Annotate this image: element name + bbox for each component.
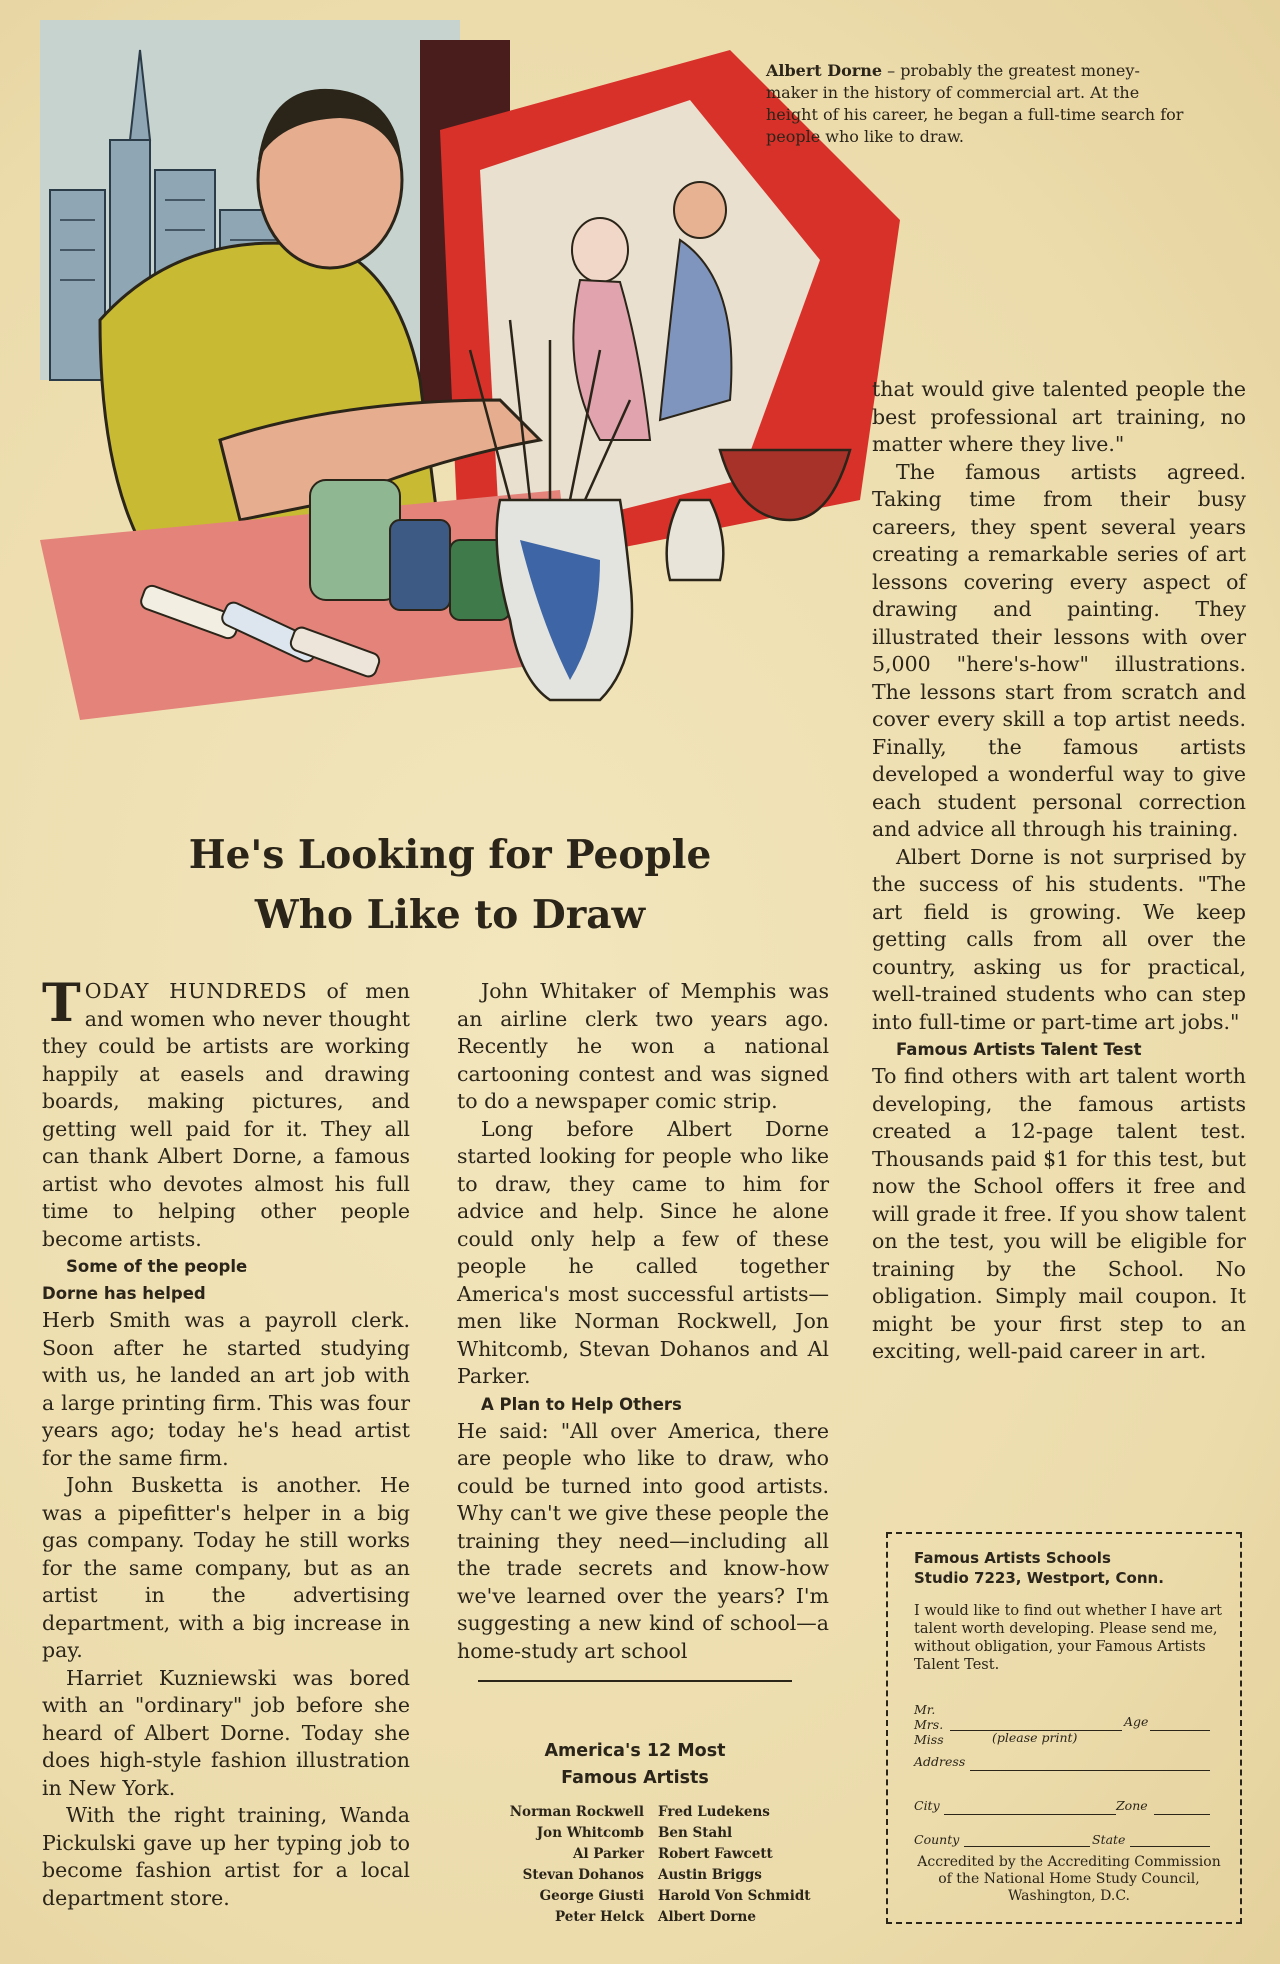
illustration-caption xyxy=(766,60,1186,148)
column-1-paragraph-3: John Busketta is another. He was a pipefitter's helper in a big gas company. Today he still works for the same company, but as an artist in the advertising department, with a big increase in pay. xyxy=(42,1473,410,1662)
label-county: County xyxy=(914,1832,960,1847)
artist-name: Fred Ludekens xyxy=(658,1804,770,1820)
caption-text: – probably the greatest money-maker in the history of commercial art. At the height of his career, he began a full-time search for people who like to draw. xyxy=(766,61,1184,146)
state-field-line[interactable] xyxy=(1130,1846,1210,1847)
drop-cap: T xyxy=(42,973,81,1034)
artist-name: Peter Helck xyxy=(554,1909,644,1925)
county-field-line[interactable] xyxy=(964,1846,1090,1847)
artist-name: Al Parker xyxy=(572,1846,644,1862)
city-field-line[interactable] xyxy=(944,1814,1116,1815)
artists-row xyxy=(448,1844,848,1865)
coupon-title-line-1: Famous Artists Schools xyxy=(914,1549,1111,1567)
column-3-paragraph-4: To find others with art talent worth developing, the famous artists created a 12-page talent test. Thousands paid $1 for this test, but now the School offers it free and will grade it free. If you show talent on the test, you will be eligible for training by the School. No obligation. Simply mail coupon. It might be your first step to an exciting, well-paid career in art. xyxy=(872,1064,1246,1363)
artists-row xyxy=(448,1886,848,1907)
artist-name: Ben Stahl xyxy=(658,1825,733,1841)
age-field-line[interactable] xyxy=(1150,1730,1210,1731)
coupon-title xyxy=(914,1548,1224,1588)
column-3-paragraph-3: Albert Dorne is not surprised by the success of his students. "The art field is growing. We keep getting calls from all over the country, asking us for practical, well-trained students who can step into full-time or part-time art jobs." xyxy=(872,844,1246,1034)
coupon-title-line-2: Studio 7223, Westport, Conn. xyxy=(914,1569,1164,1587)
artist-name: George Giusti xyxy=(539,1888,644,1904)
column-3-paragraph-2: The famous artists agreed. Taking time from their busy careers, they spent several years creating a remarkable series of art lessons covering every aspect of drawing and painting. They illustrated their lessons with over 5,000 "here's-how" illustrations. The lessons start from scratch and cover every skill a top artist needs. Finally, the famous artists developed a wonderful way to give each student personal correction and advice all through his training. xyxy=(872,459,1246,841)
label-age: Age xyxy=(1124,1714,1149,1729)
subheading-talent-test: Famous Artists Talent Test xyxy=(896,1040,1142,1059)
artist-name: Albert Dorne xyxy=(658,1909,756,1925)
address-field-line[interactable] xyxy=(970,1770,1210,1771)
column-1-paragraph-1-text: of men and women who never thought they could be artists are working happily at easels and drawing boards, making pictures, and getting well paid for it. They all can thank Albert Dorne, a famous artist who devotes almost his full time to helping other people become artists. xyxy=(42,979,410,1251)
artists-list xyxy=(448,1802,848,1928)
label-mr: Mr. xyxy=(914,1702,936,1717)
headline-line-2: Who Like to Draw xyxy=(254,892,646,938)
artists-row xyxy=(448,1907,848,1928)
column-1-paragraph-4: Harriet Kuzniewski was bored with an "ordinary" job before she heard of Albert Dorne. Today she does high-style fashion illustration in New York. xyxy=(42,1665,410,1800)
artist-name: Austin Briggs xyxy=(658,1867,762,1883)
label-address: Address xyxy=(914,1754,966,1769)
article-column-1 xyxy=(42,973,410,1912)
artists-box-title xyxy=(478,1738,792,1792)
subheading-line-2: Dorne has helped xyxy=(42,1284,206,1303)
artists-row xyxy=(448,1865,848,1886)
artist-name: Stevan Dohanos xyxy=(522,1867,644,1883)
subheading-people-helped xyxy=(42,1253,410,1307)
divider-rule xyxy=(478,1680,792,1682)
artists-title-line-2: Famous Artists xyxy=(561,1768,709,1788)
caption-name: Albert Dorne xyxy=(766,61,883,80)
label-please-print: (please print) xyxy=(992,1730,1078,1745)
accreditation-note: Accredited by the Accrediting Commission of the National Home Study Council, Washington, D.C. xyxy=(917,1854,1221,1904)
column-2-paragraph-3: He said: "All over America, there are people who like to draw, who could be turned into good artists. Why can't we give these people the training they need—including all the trade secrets and know-how we've learned over the years? I'm suggesting a new kind of school—a home-study art school xyxy=(457,1418,829,1663)
column-1-paragraph-1 xyxy=(42,973,410,1253)
mail-coupon[interactable] xyxy=(886,1532,1242,1924)
column-2-paragraph-1: John Whitaker of Memphis was an airline clerk two years ago. Recently he won a national cartooning contest and was signed to do a newspaper comic strip. xyxy=(457,979,829,1113)
subheading-line-1: Some of the people xyxy=(66,1257,248,1276)
column-3-paragraph-1: that would give talented people the best professional art training, no matter where they live." xyxy=(872,377,1246,456)
label-city: City xyxy=(914,1798,940,1813)
coupon-body: I would like to find out whether I have art talent worth developing. Please send me, without obligation, your Famous Artists Talent Test. xyxy=(914,1603,1222,1673)
label-state: State xyxy=(1092,1832,1126,1847)
headline xyxy=(60,825,840,945)
artists-title-line-1: America's 12 Most xyxy=(544,1741,726,1761)
artist-name: Norman Rockwell xyxy=(509,1804,644,1820)
subheading-plan: A Plan to Help Others xyxy=(481,1394,682,1414)
artist-name: Jon Whitcomb xyxy=(536,1825,644,1841)
article-column-2 xyxy=(457,978,829,1665)
artist-name: Harold Von Schmidt xyxy=(658,1888,811,1904)
lead-small-caps: ODAY HUNDREDS xyxy=(84,979,308,1003)
article-column-3 xyxy=(872,376,1246,1366)
artists-row xyxy=(448,1823,848,1844)
name-field-line[interactable] xyxy=(950,1730,1122,1731)
column-1-paragraph-5: With the right training, Wanda Pickulski gave up her typing job to become fashion artist for a local department store. xyxy=(42,1803,410,1910)
headline-line-1: He's Looking for People xyxy=(188,832,712,878)
artist-name: Robert Fawcett xyxy=(658,1846,773,1862)
label-miss: Miss xyxy=(914,1732,944,1747)
zone-field-line[interactable] xyxy=(1154,1814,1210,1815)
column-1-paragraph-2: Herb Smith was a payroll clerk. Soon after he started studying with us, he landed an art job with a large printing firm. This was four years ago; today he's head artist for the same firm. xyxy=(42,1308,410,1470)
column-2-paragraph-2: Long before Albert Dorne started looking for people who like to draw, they came to him for advice and help. Since he alone could only help a few of these people he called together America's most successful artists—men like Norman Rockwell, Jon Whitcomb, Stevan Dohanos and Al Parker. xyxy=(457,1116,829,1388)
label-mrs: Mrs. xyxy=(914,1717,944,1732)
label-zone: Zone xyxy=(1116,1798,1148,1813)
artists-row xyxy=(448,1802,848,1823)
